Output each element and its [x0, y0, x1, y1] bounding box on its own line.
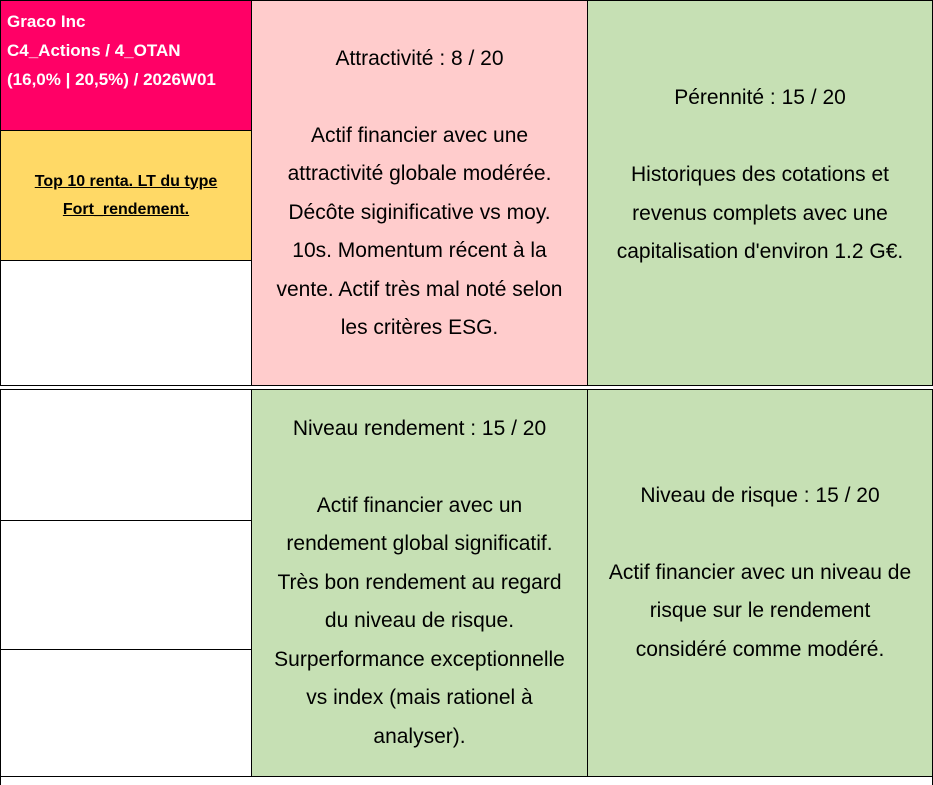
rendement-line: vs index (mais rationel à	[306, 686, 533, 710]
attractivite-line: 10s. Momentum récent à la	[292, 239, 547, 262]
performance-period: (16,0% | 20,5%) / 2026W01	[7, 70, 216, 89]
company-name: Graco Inc	[7, 12, 86, 31]
attractivite-line: Actif financier avec une	[310, 123, 529, 147]
rendement-line: Actif financier avec un	[316, 493, 523, 517]
perennite-cell	[587, 0, 933, 387]
rendement-line: Très bon rendement au regard	[277, 570, 562, 594]
rendement-line: Surperformance exceptionnelle	[274, 647, 565, 671]
ranking-tag-cell	[0, 130, 252, 261]
attractivite-line: les critères ESG.	[340, 316, 499, 339]
empty-cell-3	[0, 520, 252, 650]
rendement-cell	[251, 389, 588, 777]
asset-category: C4_Actions / 4_OTAN	[7, 41, 181, 60]
ranking-tag-line-2: Fort_rendement.	[62, 200, 190, 218]
rendement-line: analyser).	[373, 724, 466, 748]
perennite-heading: Pérennité : 15 / 20	[674, 86, 846, 110]
attractivite-cell	[251, 0, 588, 387]
attractivite-line: Décôte siginificative vs moy.	[288, 200, 551, 224]
attractivite-line: attractivité globale modérée.	[287, 162, 552, 185]
attractivite-line: vente. Actif très mal noté selon	[276, 277, 563, 301]
risque-line: considéré comme modéré.	[635, 637, 885, 661]
rendement-line: rendement global significatif.	[286, 532, 553, 556]
rendement-line: du niveau de risque.	[324, 609, 515, 633]
ranking-tag-line-1: Top 10 renta. LT du type	[34, 172, 218, 190]
risque-line: Actif financier avec un niveau de	[608, 560, 912, 584]
risque-heading: Niveau de risque : 15 / 20	[640, 483, 880, 507]
bottom-strip	[0, 776, 933, 785]
ranking-tag	[35, 168, 218, 224]
perennite-line: revenus complets avec une	[632, 201, 888, 225]
perennite-line: capitalisation d'environ 1.2 G€.	[616, 240, 904, 264]
rendement-heading: Niveau rendement : 15 / 20	[292, 416, 547, 440]
risque-line: risque sur le rendement	[649, 599, 871, 623]
empty-cell-1	[0, 260, 252, 387]
asset-title-cell	[0, 0, 252, 131]
empty-cell-4	[0, 649, 252, 777]
attractivite-heading: Attractivité : 8 / 20	[335, 46, 504, 70]
perennite-line: Historiques des cotations et	[631, 163, 889, 187]
empty-cell-2	[0, 389, 252, 521]
risque-cell	[587, 389, 933, 777]
